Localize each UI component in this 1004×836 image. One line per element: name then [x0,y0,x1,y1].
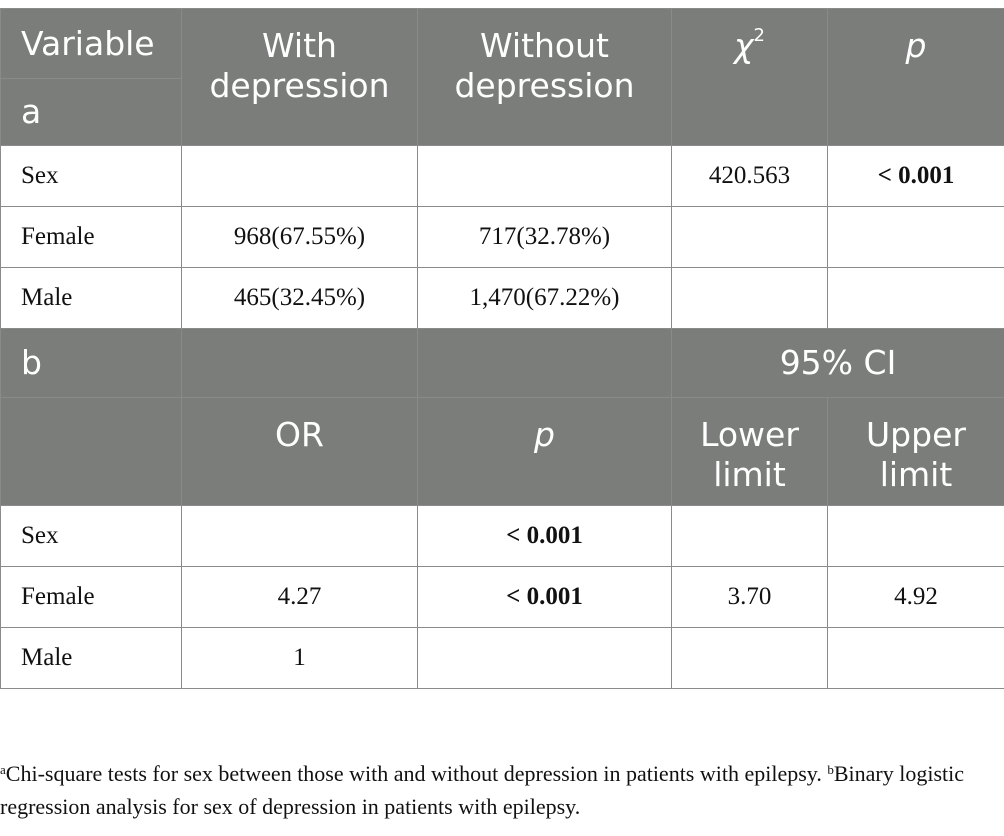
table-row [1,146,1004,207]
header-b-empty-2 [418,329,672,398]
header-with-depression [182,9,418,146]
cell-with: 968(67.55%) [182,207,418,268]
cell-variable: Female [1,567,182,628]
header-b-empty-3 [1,398,182,506]
header-with-line2: depression [209,66,390,105]
cell-variable: Sex [1,506,182,567]
cell-or: 1 [182,628,418,689]
header-lower-limit [672,398,828,506]
cell-with [182,146,418,207]
header-b-empty-1 [182,329,418,398]
table-footnote [0,757,1000,823]
section-b-label: b [1,329,182,398]
cell-lower [672,628,828,689]
header-or: OR [182,398,418,506]
cell-upper: 4.92 [828,567,1004,628]
header-row-a [1,9,1004,79]
header-without-depression [418,9,672,146]
header-upper-line2: limit [879,455,953,494]
header-without-line2: depression [454,66,635,105]
header-ci: 95% CI [672,329,1004,398]
table-row [1,207,1004,268]
header-p-label: p [905,26,927,65]
header-variable: Variable [1,9,182,79]
header-without-line1: Without [480,26,609,65]
footnote-text-b: Binary logistic regression analysis for sex of depression in patients with epilepsy. [0,761,965,819]
results-table [0,8,1004,689]
cell-chi [672,207,828,268]
cell-upper [828,628,1004,689]
cell-without [418,146,672,207]
cell-or [182,506,418,567]
table-row [1,506,1004,567]
header-lower-line1: Lower [700,415,799,454]
chi-superscript: 2 [753,25,765,46]
cell-with: 465(32.45%) [182,268,418,329]
header-p [828,9,1004,146]
table-row [1,567,1004,628]
cell-lower [672,506,828,567]
header-chi-square [672,9,828,146]
cell-variable: Sex [1,146,182,207]
cell-or: 4.27 [182,567,418,628]
header-lower-line2: limit [713,455,786,494]
footnote-text-a: Chi-square tests for sex between those with and without depression in patients with epilepsy. [5,761,828,786]
cell-p: < 0.001 [418,567,672,628]
cell-p [828,207,1004,268]
header-b-p-label: p [534,415,555,454]
chi-symbol: χ [734,26,754,65]
cell-p [828,268,1004,329]
table-row [1,628,1004,689]
cell-variable: Female [1,207,182,268]
header-upper-limit [828,398,1004,506]
header-upper-line1: Upper [866,415,966,454]
footnote-marker-a: a [0,762,6,777]
cell-p [418,628,672,689]
footnote-marker-b: b [827,762,834,777]
header-with-line1: With [262,26,337,65]
cell-without: 1,470(67.22%) [418,268,672,329]
header-row-b [1,329,1004,398]
cell-chi: 420.563 [672,146,828,207]
cell-without: 717(32.78%) [418,207,672,268]
cell-p: < 0.001 [828,146,1004,207]
header-row-b-cols [1,398,1004,506]
cell-chi [672,268,828,329]
cell-lower: 3.70 [672,567,828,628]
header-b-p [418,398,672,506]
cell-variable: Male [1,268,182,329]
table-row [1,268,1004,329]
cell-upper [828,506,1004,567]
cell-variable: Male [1,628,182,689]
section-a-label: a [1,79,182,146]
cell-p: < 0.001 [418,506,672,567]
